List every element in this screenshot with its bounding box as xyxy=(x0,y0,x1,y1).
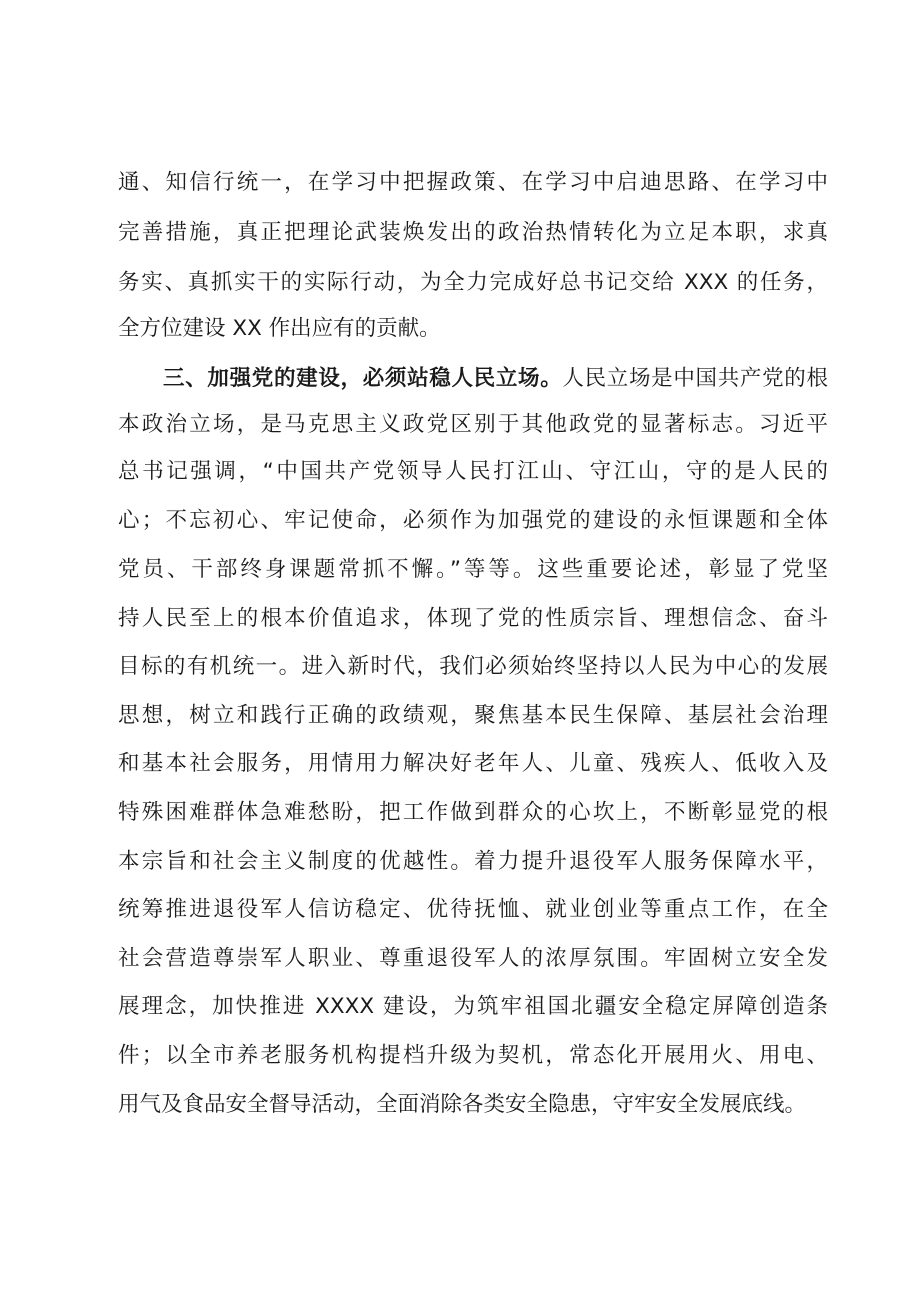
paragraph-line: 持人民至上的根本价值追求，体现了党的性质宗旨、理想信念、奋斗 xyxy=(118,606,828,631)
paragraph-line: 完善措施，真正把理论武装焕发出的政治热情转化为立足本职，求真 xyxy=(118,220,828,245)
paragraph-line-rest: 人民立场是中国共产党的根 xyxy=(562,366,828,391)
paragraph-line: 总书记强调，“中国共产党领导人民打江山、守江山，守的是人民的 xyxy=(118,459,828,484)
paragraph-line: 社会营造尊崇军人职业、尊重退役军人的浓厚氛围。牢固树立安全发 xyxy=(118,946,828,971)
paragraph-line: 目标的有机统一。进入新时代，我们必须始终坚持以人民为中心的发展 xyxy=(118,654,828,679)
paragraph-line: 本政治立场，是马克思主义政党区别于其他政党的显著标志。习近平 xyxy=(118,412,828,437)
paragraph-line: 展理念，加快推进 XXXX 建设，为筑牢祖国北疆安全稳定屏障创造条 xyxy=(118,994,828,1019)
paragraph-line: 务实、真抓实干的实际行动，为全力完成好总书记交给 XXX 的任务， xyxy=(118,270,828,295)
paragraph-line: 党员、干部终身课题常抓不懈。”等等。这些重要论述，彰显了党坚 xyxy=(118,557,828,582)
paragraph-line: 统筹推进退役军人信访稳定、优待抚恤、就业创业等重点工作，在全 xyxy=(118,897,828,922)
paragraph-line: 件；以全市养老服务机构提档升级为契机，常态化开展用火、用电、 xyxy=(118,1043,828,1068)
paragraph-line: 全方位建设 XX 作出应有的贡献。 xyxy=(118,316,441,341)
section-heading: 三、加强党的建设，必须站稳人民立场。 xyxy=(163,366,563,391)
paragraph-line: 通、知信行统一，在学习中把握政策、在学习中启迪思路、在学习中 xyxy=(118,170,828,195)
paragraph-line: 和基本社会服务，用情用力解决好老年人、儿童、残疾人、低收入及 xyxy=(118,751,828,776)
paragraph-line: 用气及食品安全督导活动，全面消除各类安全隐患，守牢安全发展底线。 xyxy=(118,1092,807,1117)
paragraph-line: 本宗旨和社会主义制度的优越性。着力提升退役军人服务保障水平， xyxy=(118,849,828,874)
paragraph-first-line xyxy=(163,365,828,393)
paragraph-line: 心；不忘初心、牢记使命，必须作为加强党的建设的永恒课题和全体 xyxy=(118,508,828,533)
paragraph-line: 特殊困难群体急难愁盼，把工作做到群众的心坎上，不断彰显党的根 xyxy=(118,800,828,825)
paragraph-line: 思想，树立和践行正确的政绩观，聚焦基本民生保障、基层社会治理 xyxy=(118,703,828,728)
